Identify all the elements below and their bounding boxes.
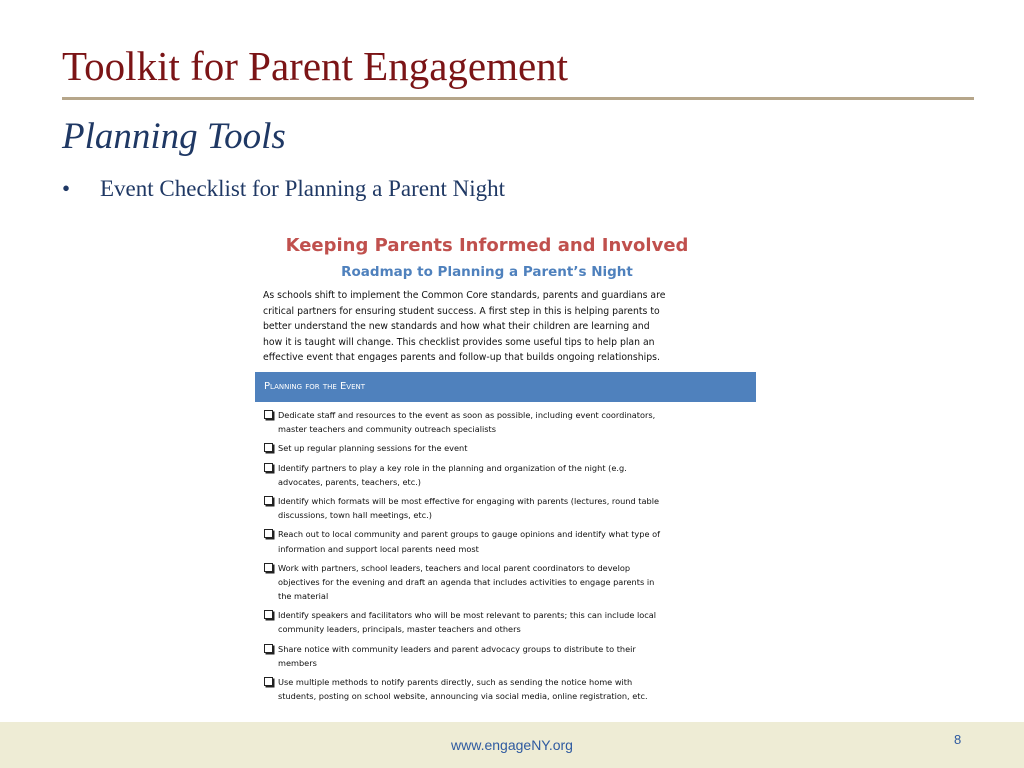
checklist-item <box>264 408 756 436</box>
checklist-item <box>264 494 756 522</box>
checklist-item-line: Work with partners, school leaders, teachers and local parent coordinators to develop <box>278 562 631 573</box>
checkbox-icon <box>264 610 273 619</box>
checklist-item-line: Dedicate staff and resources to the event as soon as possible, including event coordinators, <box>278 410 656 420</box>
event-checklist <box>264 408 756 708</box>
checkbox-icon <box>264 443 273 452</box>
checklist-item-line: information and support local parents need most <box>278 543 479 554</box>
section-header-bar <box>255 372 756 402</box>
title-divider <box>62 97 974 100</box>
checklist-item-line: Use multiple methods to notify parents directly, such as sending the notice home with <box>278 677 633 687</box>
intro-line: As schools shift to implement the Common Core standards, parents and guardians are <box>263 290 666 301</box>
intro-line: how it is taught will change. This checklist provides some useful tips to help plan an <box>263 336 655 348</box>
checklist-item-line: Identify partners to play a key role in the planning and organization of the night (e.g. <box>278 462 627 473</box>
footer-url: www.engageNY.org <box>451 737 573 753</box>
checkbox-icon <box>264 644 273 653</box>
checklist-item-line: community leaders, principals, master teachers and others <box>278 624 521 635</box>
page-number: 8 <box>954 732 962 747</box>
checklist-item <box>264 527 756 555</box>
checkbox-icon <box>264 410 273 419</box>
checklist-item-line: discussions, town hall meetings, etc.) <box>278 510 432 521</box>
document-heading: Keeping Parents Informed and Involved <box>285 235 689 256</box>
intro-line: critical partners for ensuring student success. A first step in this is helping parents to <box>263 305 660 317</box>
checklist-item <box>264 642 756 670</box>
slide-subtitle: Planning Tools <box>62 116 286 157</box>
checklist-item-line: objectives for the evening and draft an agenda that includes activities to engage parents in <box>278 576 655 587</box>
document-subheading: Roadmap to Planning a Parent’s Night <box>341 264 633 280</box>
checkbox-icon <box>264 496 273 505</box>
checklist-item <box>264 441 756 455</box>
footer <box>0 722 1024 768</box>
intro-line: effective event that engages parents and follow-up that builds ongoing relationships. <box>263 352 660 364</box>
bullet-icon: • <box>62 176 71 201</box>
slide-title: Toolkit for Parent Engagement <box>62 43 569 89</box>
checklist-document-image <box>232 226 798 722</box>
checklist-item-line: Set up regular planning sessions for the event <box>278 443 468 454</box>
checklist-item-line: the material <box>278 590 329 601</box>
checklist-item-line: Share notice with community leaders and parent advocacy groups to distribute to their <box>278 643 636 654</box>
checklist-item <box>264 675 756 703</box>
checklist-item <box>264 461 756 489</box>
checklist-item-line: master teachers and community outreach specialists <box>278 424 497 435</box>
section-title: Planning for the Event <box>264 381 366 392</box>
checklist-item <box>264 608 756 636</box>
bullet-text: Event Checklist for Planning a Parent Night <box>100 176 505 201</box>
checkbox-icon <box>264 529 273 538</box>
checkbox-icon <box>264 563 273 572</box>
checklist-item-line: advocates, parents, teachers, etc.) <box>278 476 421 487</box>
checkbox-icon <box>264 463 273 472</box>
checklist-item-line: Identify speakers and facilitators who will be most relevant to parents; this can include local <box>278 610 657 621</box>
checklist-item-line: Reach out to local community and parent groups to gauge opinions and identify what type of <box>278 529 660 540</box>
document-intro <box>263 288 733 366</box>
checklist-item-line: members <box>278 657 317 668</box>
checklist-item <box>264 561 756 603</box>
checkbox-icon <box>264 677 273 686</box>
intro-line: better understand the new standards and how what their children are learning and <box>263 321 650 333</box>
checklist-item-line: students, posting on school website, announcing via social media, online registration, etc. <box>278 691 648 702</box>
checklist-item-line: Identify which formats will be most effective for engaging with parents (lectures, round table <box>278 496 660 507</box>
